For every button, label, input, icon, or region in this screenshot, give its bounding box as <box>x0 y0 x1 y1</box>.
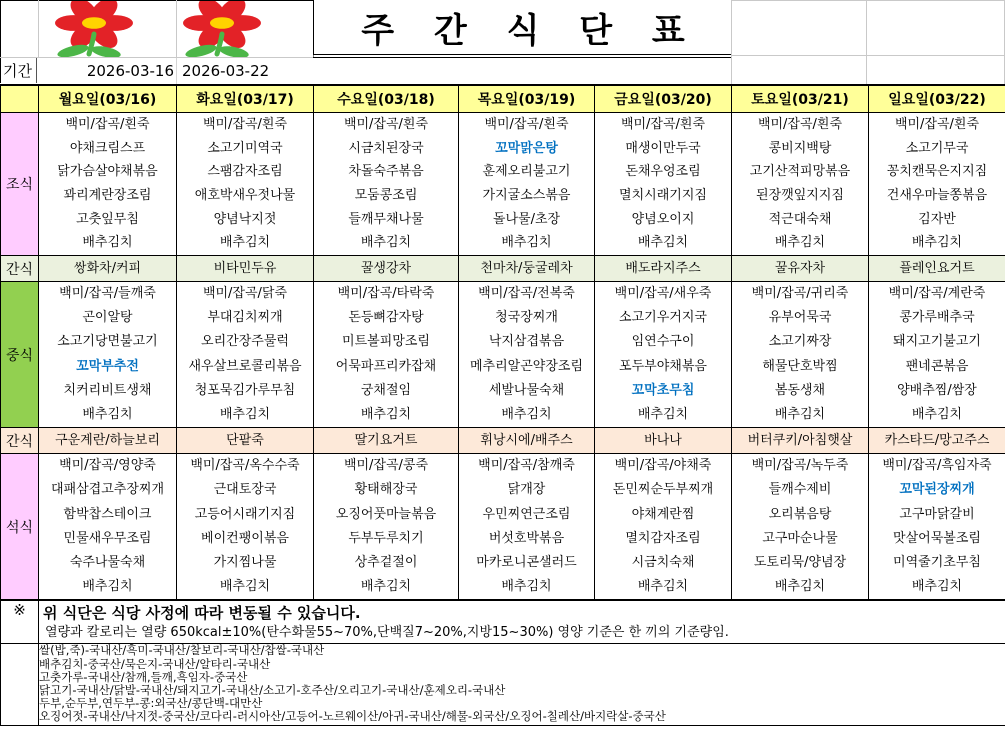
menu-item: 배추김치 <box>360 235 412 251</box>
menu-item: 멸치시래기지짐 <box>619 188 707 203</box>
menu-item: 오리간장주물럭 <box>201 334 289 350</box>
gridline <box>731 0 732 84</box>
menu-item: 양념오이지 <box>631 211 695 227</box>
menu-item: 상추겉절이 <box>354 555 418 571</box>
menu-item: 적근대숙채 <box>768 211 832 227</box>
snack-item: 단팥죽 <box>177 428 314 454</box>
menu-cell <box>314 454 459 600</box>
menu-item: 백미/잡곡/흰죽 <box>202 117 288 133</box>
menu-item: 새우살브로콜리볶음 <box>188 358 302 374</box>
menu-item: 백미/잡곡/영양죽 <box>59 458 156 474</box>
menu-item: 함박찹스테이크 <box>63 506 152 522</box>
menu-item: 닭개장 <box>507 482 546 498</box>
menu-cell <box>732 282 869 428</box>
menu-cell <box>177 282 314 428</box>
menu-item: 도토리묵/양념장 <box>753 555 847 571</box>
menu-item: 소고기미역국 <box>207 140 283 156</box>
snack-item: 쌍화차/커피 <box>39 256 177 282</box>
menu-item: 백미/잡곡/들깨죽 <box>59 286 156 301</box>
menu-item: 배추김치 <box>360 407 412 423</box>
menu-table <box>0 84 1005 600</box>
header-corner-cell <box>1 85 39 113</box>
menu-cell <box>459 113 595 256</box>
menu-item: 봄동생채 <box>774 382 826 398</box>
menu-item: 숙주나물숙채 <box>69 555 146 571</box>
gridline <box>731 55 1005 56</box>
menu-item: 고등어시래기지짐 <box>194 506 296 522</box>
menu-item: 백미/잡곡/귀리죽 <box>751 286 849 301</box>
menu-item: 배추김치 <box>219 235 271 251</box>
menu-item: 들깨무채나물 <box>348 211 424 227</box>
menu-cell <box>732 113 869 256</box>
menu-item: 배추김치 <box>774 407 826 423</box>
menu-item: 치커리비트생채 <box>63 382 152 398</box>
snack-item: 휘낭시에/배주스 <box>459 428 595 454</box>
menu-item: 백미/잡곡/타락죽 <box>337 286 435 301</box>
origin-label-cell <box>1 644 39 726</box>
flower-images-cell <box>0 0 314 59</box>
gridline <box>731 0 1005 1</box>
origin-info-cell <box>39 644 1005 726</box>
menu-item: 소고기우거지국 <box>619 310 707 326</box>
menu-item: 임연수구이 <box>631 334 695 350</box>
menu-item: 백미/잡곡/새우죽 <box>614 286 712 301</box>
menu-item: 닭가슴살야채볶음 <box>57 164 158 180</box>
menu-cell <box>869 282 1005 428</box>
menu-item: 소고기무국 <box>905 140 969 156</box>
menu-item: 배추김치 <box>637 579 689 595</box>
dinner-label: 석식 <box>1 454 39 600</box>
menu-item: 스팸감자조림 <box>207 164 283 180</box>
menu-item: 세발나물숙채 <box>488 382 565 398</box>
menu-item: 배추김치 <box>82 407 133 423</box>
menu-item: 배추김치 <box>501 579 552 595</box>
menu-cell <box>459 282 595 428</box>
dinner-row <box>1 454 1005 600</box>
menu-item: 황태해장국 <box>354 482 418 498</box>
menu-item: 마카로니콘샐러드 <box>476 555 577 571</box>
menu-cell <box>39 454 177 600</box>
menu-item: 배추김치 <box>219 579 271 595</box>
menu-item: 궁채절임 <box>360 382 412 398</box>
menu-item: 청국장찌개 <box>495 310 558 326</box>
menu-item: 팬네콘볶음 <box>905 358 969 374</box>
menu-cell <box>869 454 1005 600</box>
menu-item: 배추김치 <box>501 235 552 251</box>
menu-item: 오징어풋마늘볶음 <box>335 506 437 522</box>
menu-cell <box>314 113 459 256</box>
menu-item: 돌나물/초장 <box>492 211 561 227</box>
menu-item: 배추김치 <box>501 407 552 423</box>
origin-line: 배추김치-중국산/묵은지-국내산/알타리-국내산 <box>39 656 271 671</box>
snack-item: 배도라지주스 <box>595 256 732 282</box>
menu-item: 꼬막부추전 <box>76 358 139 374</box>
menu-item: 돈등뼈감자탕 <box>348 310 424 326</box>
menu-item: 야채계란찜 <box>631 506 695 522</box>
menu-item: 백미/잡곡/녹두죽 <box>751 458 849 474</box>
menu-item: 가지찜나물 <box>213 555 277 571</box>
afternoon-snack-label: 간식 <box>1 428 39 454</box>
menu-item: 건새우마늘쫑볶음 <box>886 188 988 203</box>
day-header: 일요일(03/22) <box>869 85 1005 113</box>
menu-cell <box>39 282 177 428</box>
gridline <box>866 0 867 84</box>
menu-item: 미트볼피망조림 <box>342 334 430 350</box>
menu-item: 배추김치 <box>219 407 271 423</box>
menu-item: 근대토장국 <box>213 482 277 498</box>
snack-item: 꿀생강차 <box>314 256 459 282</box>
menu-item: 백미/잡곡/전복죽 <box>478 286 575 301</box>
menu-item: 배추김치 <box>360 579 412 595</box>
menu-cell <box>39 113 177 256</box>
origin-line: 고춧가루-국내산/참깨,들깨,흑임자-중국산 <box>39 669 248 684</box>
gridline <box>38 0 39 58</box>
menu-cell <box>595 454 732 600</box>
menu-item: 양배추찜/쌈장 <box>897 382 977 398</box>
menu-item: 맛살어묵볼조림 <box>893 530 981 546</box>
menu-item: 콩가루배추국 <box>899 310 975 326</box>
snack-item: 꿀유자차 <box>732 256 869 282</box>
lunch-label: 중식 <box>1 282 39 428</box>
menu-item: 꼬막초무침 <box>631 382 695 398</box>
menu-item: 버섯호박볶음 <box>488 530 565 546</box>
period-start-date: 2026-03-16 <box>86 62 174 80</box>
menu-item: 백미/잡곡/닭죽 <box>202 286 288 301</box>
menu-item: 시금치숙채 <box>631 555 695 571</box>
menu-item: 오리볶음탕 <box>768 506 832 522</box>
menu-item: 해물단호박찜 <box>762 358 838 374</box>
menu-item: 포두부야채볶음 <box>619 358 707 374</box>
menu-item: 배추김치 <box>637 235 689 251</box>
period-end-date: 2026-03-22 <box>176 58 313 84</box>
menu-item: 백미/잡곡/야채죽 <box>614 458 712 474</box>
note-symbol: ※ <box>1 601 39 644</box>
menu-item: 배추김치 <box>774 579 826 595</box>
menu-item: 고기산적피망볶음 <box>749 164 851 180</box>
day-header: 금요일(03/20) <box>595 85 732 113</box>
menu-cell <box>459 454 595 600</box>
menu-item: 배추김치 <box>774 235 826 251</box>
menu-cell <box>595 113 732 256</box>
menu-item: 우민찌연근조림 <box>482 506 571 522</box>
menu-item: 배추김치 <box>911 579 963 595</box>
snack-item: 천마차/둥굴레차 <box>459 256 595 282</box>
day-header: 목요일(03/19) <box>459 85 595 113</box>
menu-item: 콩비지백탕 <box>768 140 832 156</box>
menu-item: 유부어묵국 <box>768 310 832 326</box>
menu-item: 고구마닭갈비 <box>899 506 975 522</box>
menu-item: 백미/잡곡/옥수수죽 <box>190 458 300 474</box>
notes-row <box>1 601 1005 644</box>
menu-cell <box>177 454 314 600</box>
origin-line: 두부,순두부,연두부-콩:외국산/콩단백-대만산 <box>39 696 263 711</box>
menu-item: 배추김치 <box>911 235 963 251</box>
period-label: 기간 <box>0 58 37 83</box>
menu-item: 꽁치캔묵은지지짐 <box>886 164 988 180</box>
menu-item: 베이컨팽이볶음 <box>201 530 289 546</box>
menu-item: 꼬막된장찌개 <box>899 482 975 498</box>
menu-item: 백미/잡곡/흑임자죽 <box>882 458 992 474</box>
menu-item: 배추김치 <box>911 407 963 423</box>
menu-item: 백미/잡곡/흰죽 <box>65 117 150 133</box>
origin-line: 닭고기-국내산/닭발-국내산/돼지고기-국내산/소고기-호주산/오리고기-국내산/훈제오리-국내산 <box>39 683 506 698</box>
menu-item: 곤이알탕 <box>82 310 133 326</box>
snack-item: 플레인요거트 <box>869 256 1005 282</box>
menu-cell <box>869 113 1005 256</box>
note-line-1: 위 식단은 식당 사정에 따라 변동될 수 있습니다. <box>43 604 361 623</box>
snack-item: 버터쿠키/아침햇살 <box>732 428 869 454</box>
morning-snack-label: 간식 <box>1 256 39 282</box>
menu-item: 애호박새우젓나물 <box>194 188 296 203</box>
menu-item: 백미/잡곡/콩죽 <box>343 458 429 474</box>
notes-cell <box>39 601 1005 644</box>
afternoon-snack-row <box>1 428 1005 454</box>
menu-item: 백미/잡곡/흰죽 <box>757 117 843 133</box>
menu-item: 백미/잡곡/흰죽 <box>484 117 569 133</box>
menu-item: 대패삼겹고추장찌개 <box>50 482 165 498</box>
menu-item: 야채크림스프 <box>69 140 146 156</box>
menu-cell <box>177 113 314 256</box>
menu-item: 미역줄기초무침 <box>893 555 981 571</box>
gridline <box>176 0 177 58</box>
menu-item: 배추김치 <box>82 579 133 595</box>
menu-item: 꽈리계란장조림 <box>63 188 152 203</box>
morning-snack-row <box>1 256 1005 282</box>
menu-item: 배추김치 <box>637 407 689 423</box>
menu-item: 백미/잡곡/참깨죽 <box>478 458 575 474</box>
menu-item: 메추리알곤약장조림 <box>469 358 584 374</box>
note-line-2: 열량과 칼로리는 열량 650kcal±10%(탄수화물55~70%,단백질7~20%,지방15~30%) 영양 기준은 한 끼의 기준량임. <box>45 625 729 641</box>
menu-item: 돈민찌순두부찌개 <box>612 482 714 498</box>
snack-item: 비타민두유 <box>177 256 314 282</box>
menu-item: 차돌숙주볶음 <box>348 164 424 180</box>
menu-item: 고춧잎무침 <box>76 211 139 227</box>
menu-cell <box>732 454 869 600</box>
menu-item: 고구마순나물 <box>762 530 838 546</box>
menu-item: 꼬막맑은탕 <box>495 140 558 156</box>
menu-item: 가지굴소스볶음 <box>482 188 571 203</box>
page-title: 주 간 식 단 표 <box>361 10 699 51</box>
flower-icon <box>166 1 278 57</box>
day-header: 월요일(03/16) <box>39 85 177 113</box>
menu-item: 김자반 <box>918 211 956 227</box>
day-header: 화요일(03/17) <box>177 85 314 113</box>
origin-row <box>1 644 1005 726</box>
lunch-row <box>1 282 1005 428</box>
origin-line: 오징어젓-국내산/낙지젓-중국산/코다리-러시아산/고등어-노르웨이산/아귀-국내산/해물-외국산/오징어-칠레산/바지락살-중국산 <box>39 709 666 724</box>
menu-item: 돼지고기불고기 <box>893 334 981 350</box>
menu-cell <box>595 282 732 428</box>
snack-item: 딸기요거트 <box>314 428 459 454</box>
menu-item: 소고기짜장 <box>768 334 832 350</box>
day-header-row <box>1 85 1005 113</box>
breakfast-label: 조식 <box>1 113 39 256</box>
menu-item: 배추김치 <box>82 235 133 251</box>
menu-item: 매생이만두국 <box>625 140 701 156</box>
menu-item: 훈제오리불고기 <box>482 164 571 180</box>
snack-item: 바나나 <box>595 428 732 454</box>
menu-item: 양념낙지젓 <box>213 211 277 227</box>
menu-item: 낙지삼겹볶음 <box>488 334 565 350</box>
menu-item: 민물새우무조림 <box>63 530 152 546</box>
menu-item: 소고기당면불고기 <box>57 334 158 350</box>
menu-item: 부대김치찌개 <box>207 310 283 326</box>
snack-item: 구운계란/하늘보리 <box>39 428 177 454</box>
menu-item: 된장깻잎지지짐 <box>756 188 844 203</box>
footnotes-table <box>0 600 1005 726</box>
menu-item: 멸치감자조림 <box>625 530 701 546</box>
flower-icon <box>38 1 150 57</box>
menu-cell <box>314 282 459 428</box>
origin-line: 쌀(밥,죽)-국내산/흑미-국내산/찰보리-국내산/찹쌀-국내산 <box>39 643 325 658</box>
day-header: 토요일(03/21) <box>732 85 869 113</box>
menu-item: 청포묵김가루무침 <box>194 382 296 398</box>
menu-item: 들깨수제비 <box>768 482 832 498</box>
menu-item: 백미/잡곡/흰죽 <box>894 117 980 133</box>
snack-item: 카스타드/망고주스 <box>869 428 1005 454</box>
breakfast-row <box>1 113 1005 256</box>
menu-item: 돈채우엉조림 <box>625 164 701 180</box>
menu-item: 백미/잡곡/흰죽 <box>620 117 706 133</box>
day-header: 수요일(03/18) <box>314 85 459 113</box>
menu-item: 백미/잡곡/흰죽 <box>343 117 429 133</box>
menu-item: 어묵파프리카잡채 <box>335 358 437 374</box>
menu-item: 두부두루치기 <box>348 530 424 546</box>
menu-item: 백미/잡곡/계란죽 <box>888 286 986 301</box>
top-band <box>0 0 1005 84</box>
menu-item: 모둠콩조림 <box>354 188 418 203</box>
menu-item: 시금치된장국 <box>348 140 424 156</box>
sheet-title-cell <box>313 0 732 58</box>
